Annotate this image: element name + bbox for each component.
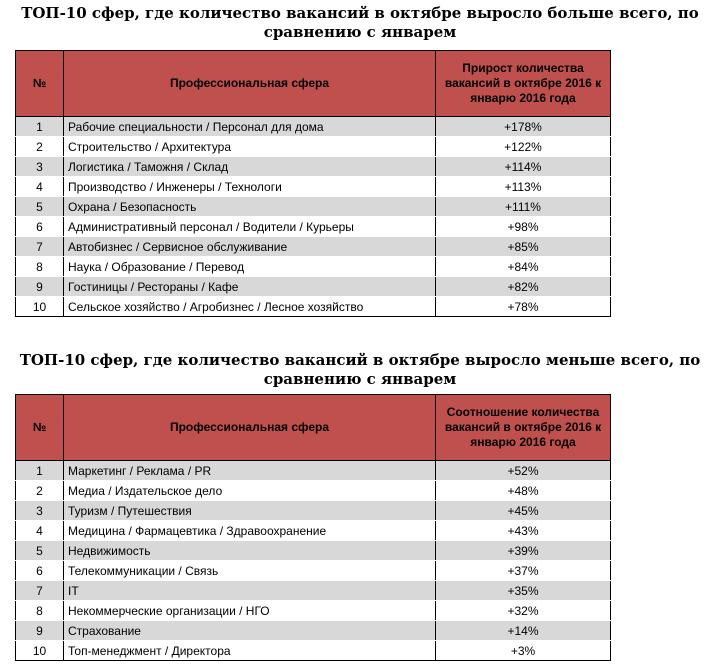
row-number: 6 (16, 561, 64, 581)
table-row (16, 157, 611, 177)
row-sphere: Туризм / Путешествия (64, 501, 436, 521)
row-value: +84% (436, 257, 611, 277)
row-value: +32% (436, 601, 611, 621)
table-row (16, 277, 611, 297)
row-sphere: Наука / Образование / Перевод (64, 257, 436, 277)
table2-body (16, 461, 611, 661)
table1-header-row (16, 51, 611, 117)
row-value: +178% (436, 117, 611, 137)
row-sphere: Производство / Инженеры / Технологи (64, 177, 436, 197)
row-sphere: Некоммерческие организации / НГО (64, 601, 436, 621)
row-sphere: Телекоммуникации / Связь (64, 561, 436, 581)
table-row (16, 601, 611, 621)
row-number: 5 (16, 197, 64, 217)
row-value: +43% (436, 521, 611, 541)
table2 (15, 394, 611, 661)
table-row (16, 197, 611, 217)
row-number: 4 (16, 521, 64, 541)
row-sphere: Охрана / Безопасность (64, 197, 436, 217)
row-sphere: Сельское хозяйство / Агробизнес / Лесное хозяйство (64, 297, 436, 317)
row-sphere: Медицина / Фармацевтика / Здравоохранение (64, 521, 436, 541)
table-row (16, 561, 611, 581)
table2-header-value: Соотношение количества вакансий в октябре 2016 к январю 2016 года (436, 395, 611, 461)
table-row (16, 641, 611, 661)
row-number: 1 (16, 461, 64, 481)
table-row (16, 137, 611, 157)
row-sphere: Топ-менеджмент / Директора (64, 641, 436, 661)
row-sphere: IT (64, 581, 436, 601)
row-number: 4 (16, 177, 64, 197)
row-value: +85% (436, 237, 611, 257)
row-number: 9 (16, 621, 64, 641)
row-sphere: Гостиницы / Рестораны / Кафе (64, 277, 436, 297)
row-value: +45% (436, 501, 611, 521)
row-sphere: Логистика / Таможня / Склад (64, 157, 436, 177)
table2-block (0, 351, 720, 389)
row-number: 1 (16, 117, 64, 137)
row-value: +37% (436, 561, 611, 581)
row-sphere: Автобизнес / Сервисное обслуживание (64, 237, 436, 257)
row-value: +82% (436, 277, 611, 297)
table1-header-number: № (16, 51, 64, 117)
row-number: 7 (16, 237, 64, 257)
row-value: +52% (436, 461, 611, 481)
row-number: 3 (16, 157, 64, 177)
table-row (16, 521, 611, 541)
row-number: 10 (16, 641, 64, 661)
row-sphere: Маркетинг / Реклама / PR (64, 461, 436, 481)
row-number: 2 (16, 481, 64, 501)
row-value: +98% (436, 217, 611, 237)
table1-block (0, 4, 720, 42)
table1-body (16, 117, 611, 317)
table-row (16, 501, 611, 521)
row-value: +39% (436, 541, 611, 561)
row-value: +113% (436, 177, 611, 197)
row-value: +111% (436, 197, 611, 217)
row-sphere: Административный персонал / Водители / Курьеры (64, 217, 436, 237)
row-value: +114% (436, 157, 611, 177)
table2-header-row (16, 395, 611, 461)
row-number: 7 (16, 581, 64, 601)
row-number: 2 (16, 137, 64, 157)
table-row (16, 621, 611, 641)
row-number: 8 (16, 257, 64, 277)
row-number: 6 (16, 217, 64, 237)
table-row (16, 461, 611, 481)
table-row (16, 481, 611, 501)
row-value: +35% (436, 581, 611, 601)
row-value: +78% (436, 297, 611, 317)
row-sphere: Строительство / Архитектура (64, 137, 436, 157)
table1-header-value: Прирост количества вакансий в октябре 2016 к январю 2016 года (436, 51, 611, 117)
table-row (16, 581, 611, 601)
row-sphere: Рабочие специальности / Персонал для дома (64, 117, 436, 137)
table-row (16, 217, 611, 237)
row-value: +3% (436, 641, 611, 661)
table2-header-sphere: Профессиональная сфера (64, 395, 436, 461)
row-number: 3 (16, 501, 64, 521)
table1 (15, 50, 611, 317)
table-row (16, 257, 611, 277)
row-number: 9 (16, 277, 64, 297)
table1-title: ТОП-10 сфер, где количество вакансий в октябре выросло больше всего, по сравнению с январем (21, 4, 699, 41)
table2-header-number: № (16, 395, 64, 461)
row-value: +14% (436, 621, 611, 641)
table-row (16, 117, 611, 137)
row-sphere: Недвижимость (64, 541, 436, 561)
row-sphere: Медиа / Издательское дело (64, 481, 436, 501)
table-row (16, 237, 611, 257)
row-value: +122% (436, 137, 611, 157)
table1-header-sphere: Профессиональная сфера (64, 51, 436, 117)
row-number: 8 (16, 601, 64, 621)
table-row (16, 177, 611, 197)
row-number: 5 (16, 541, 64, 561)
row-sphere: Страхование (64, 621, 436, 641)
row-number: 10 (16, 297, 64, 317)
table-row (16, 297, 611, 317)
row-value: +48% (436, 481, 611, 501)
table2-title: ТОП-10 сфер, где количество вакансий в октябре выросло меньше всего, по сравнению с январем (19, 351, 701, 388)
table-row (16, 541, 611, 561)
